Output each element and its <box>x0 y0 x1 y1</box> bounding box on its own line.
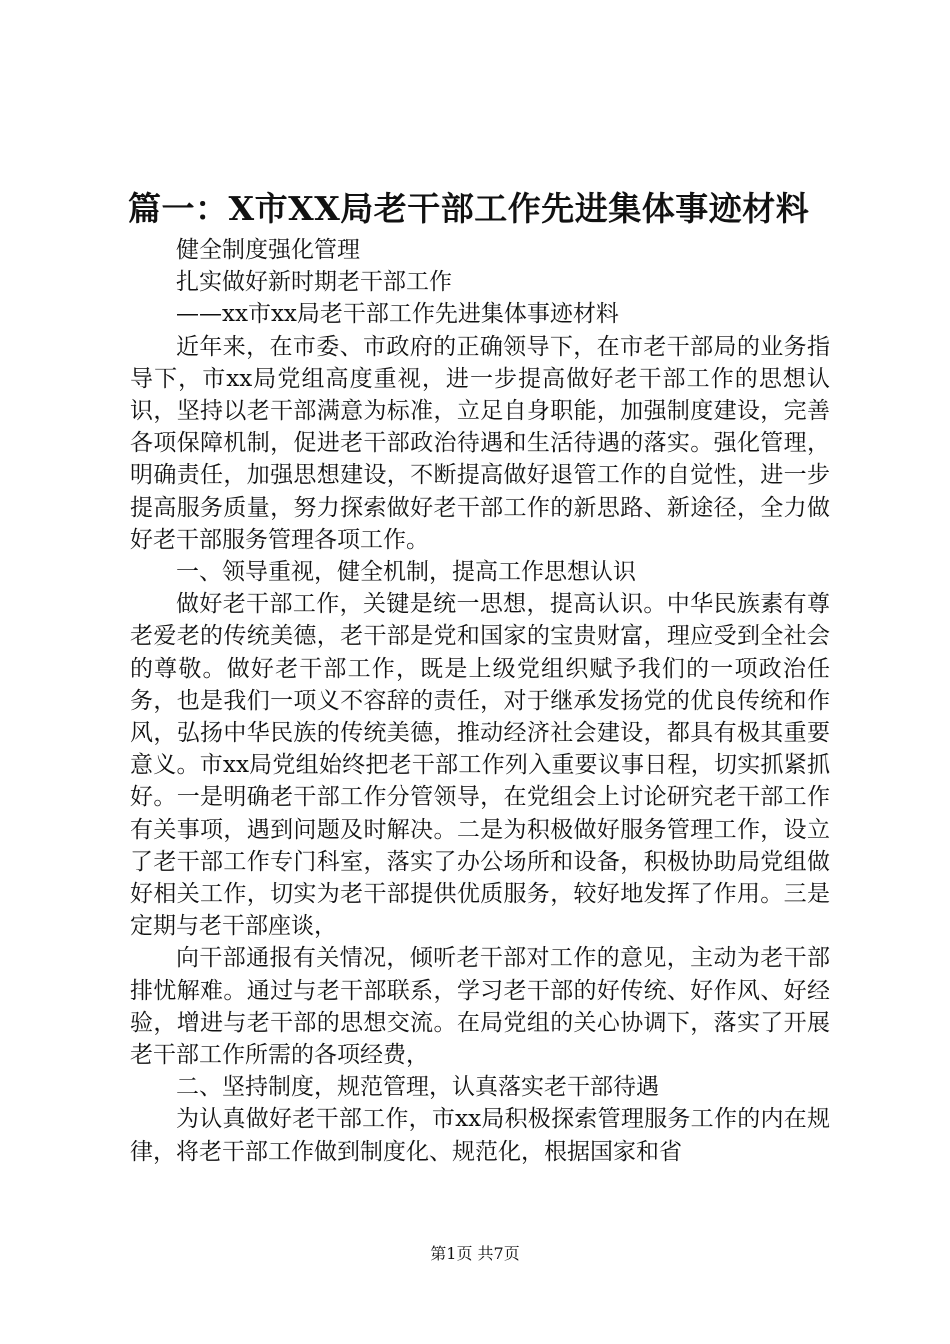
subtitle-line-1: 健全制度强化管理 <box>176 237 360 263</box>
subtitle-line-2: 扎实做好新时期老干部工作 <box>176 269 452 296</box>
document-body <box>130 234 830 1168</box>
section-heading-1: 一、领导重视，健全机制，提高工作思想认识 <box>176 559 636 586</box>
paragraph-intro: 近年来，在市委、市政府的正确领导下，在市老干部局的业务指导下，市xx局党组高度重视，进一步提高做好老干部工作的思想认识，坚持以老干部满意为标准，立足自身职能，加强制度建设，完善各项保障机制，促进老干部政治待遇和生活待遇的落实。强化管理，明确责任，加强思想建设，不断提高做好退管工作的自觉性，进一步提高服务质量，努力探索做好老干部工作的新思路、新途径，全力做好老干部服务管理各项工作。 <box>130 333 830 553</box>
subtitle-line-3: ——xx市xx局老干部工作先进集体事迹材料 <box>176 301 619 328</box>
document-title: 篇一：X市XX局老干部工作先进集体事迹材料 <box>128 189 810 228</box>
section-heading-2: 二、坚持制度，规范管理，认真落实老干部待遇 <box>176 1074 659 1101</box>
paragraph-section-1-cont: 向干部通报有关情况，倾听老干部对工作的意见，主动为老干部排忧解难。通过与老干部联系，学习老干部的好传统、好作风、好经验，增进与老干部的思想交流。在局党组的关心协调下，落实了开展老干部工作所需的各项经费， <box>130 945 830 1069</box>
page-footer: 第1页 共7页 <box>430 1244 520 1263</box>
paragraph-section-1: 做好老干部工作，关键是统一思想，提高认识。中华民族素有尊老爱老的传统美德，老干部是党和国家的宝贵财富，理应受到全社会的尊敬。做好老干部工作，既是上级党组织赋予我们的一项政治任务，也是我们一项义不容辞的责任，对于继承发扬党的优良传统和作风，弘扬中华民族的传统美德，推动经济社会建设，都具有极其重要意义。市xx局党组始终把老干部工作列入重要议事日程，切实抓紧抓好。一是明确老干部工作分管领导，在党组会上讨论研究老干部工作有关事项，遇到问题及时解决。二是为积极做好服务管理工作，设立了老干部工作专门科室，落实了办公场所和设备，积极协助局党组做好相关工作，切实为老干部提供优质服务，较好地发挥了作用。三是定期与老干部座谈， <box>130 591 830 940</box>
paragraph-section-2: 为认真做好老干部工作，市xx局积极探索管理服务工作的内在规律，将老干部工作做到制度化、规范化，根据国家和省 <box>130 1106 830 1165</box>
